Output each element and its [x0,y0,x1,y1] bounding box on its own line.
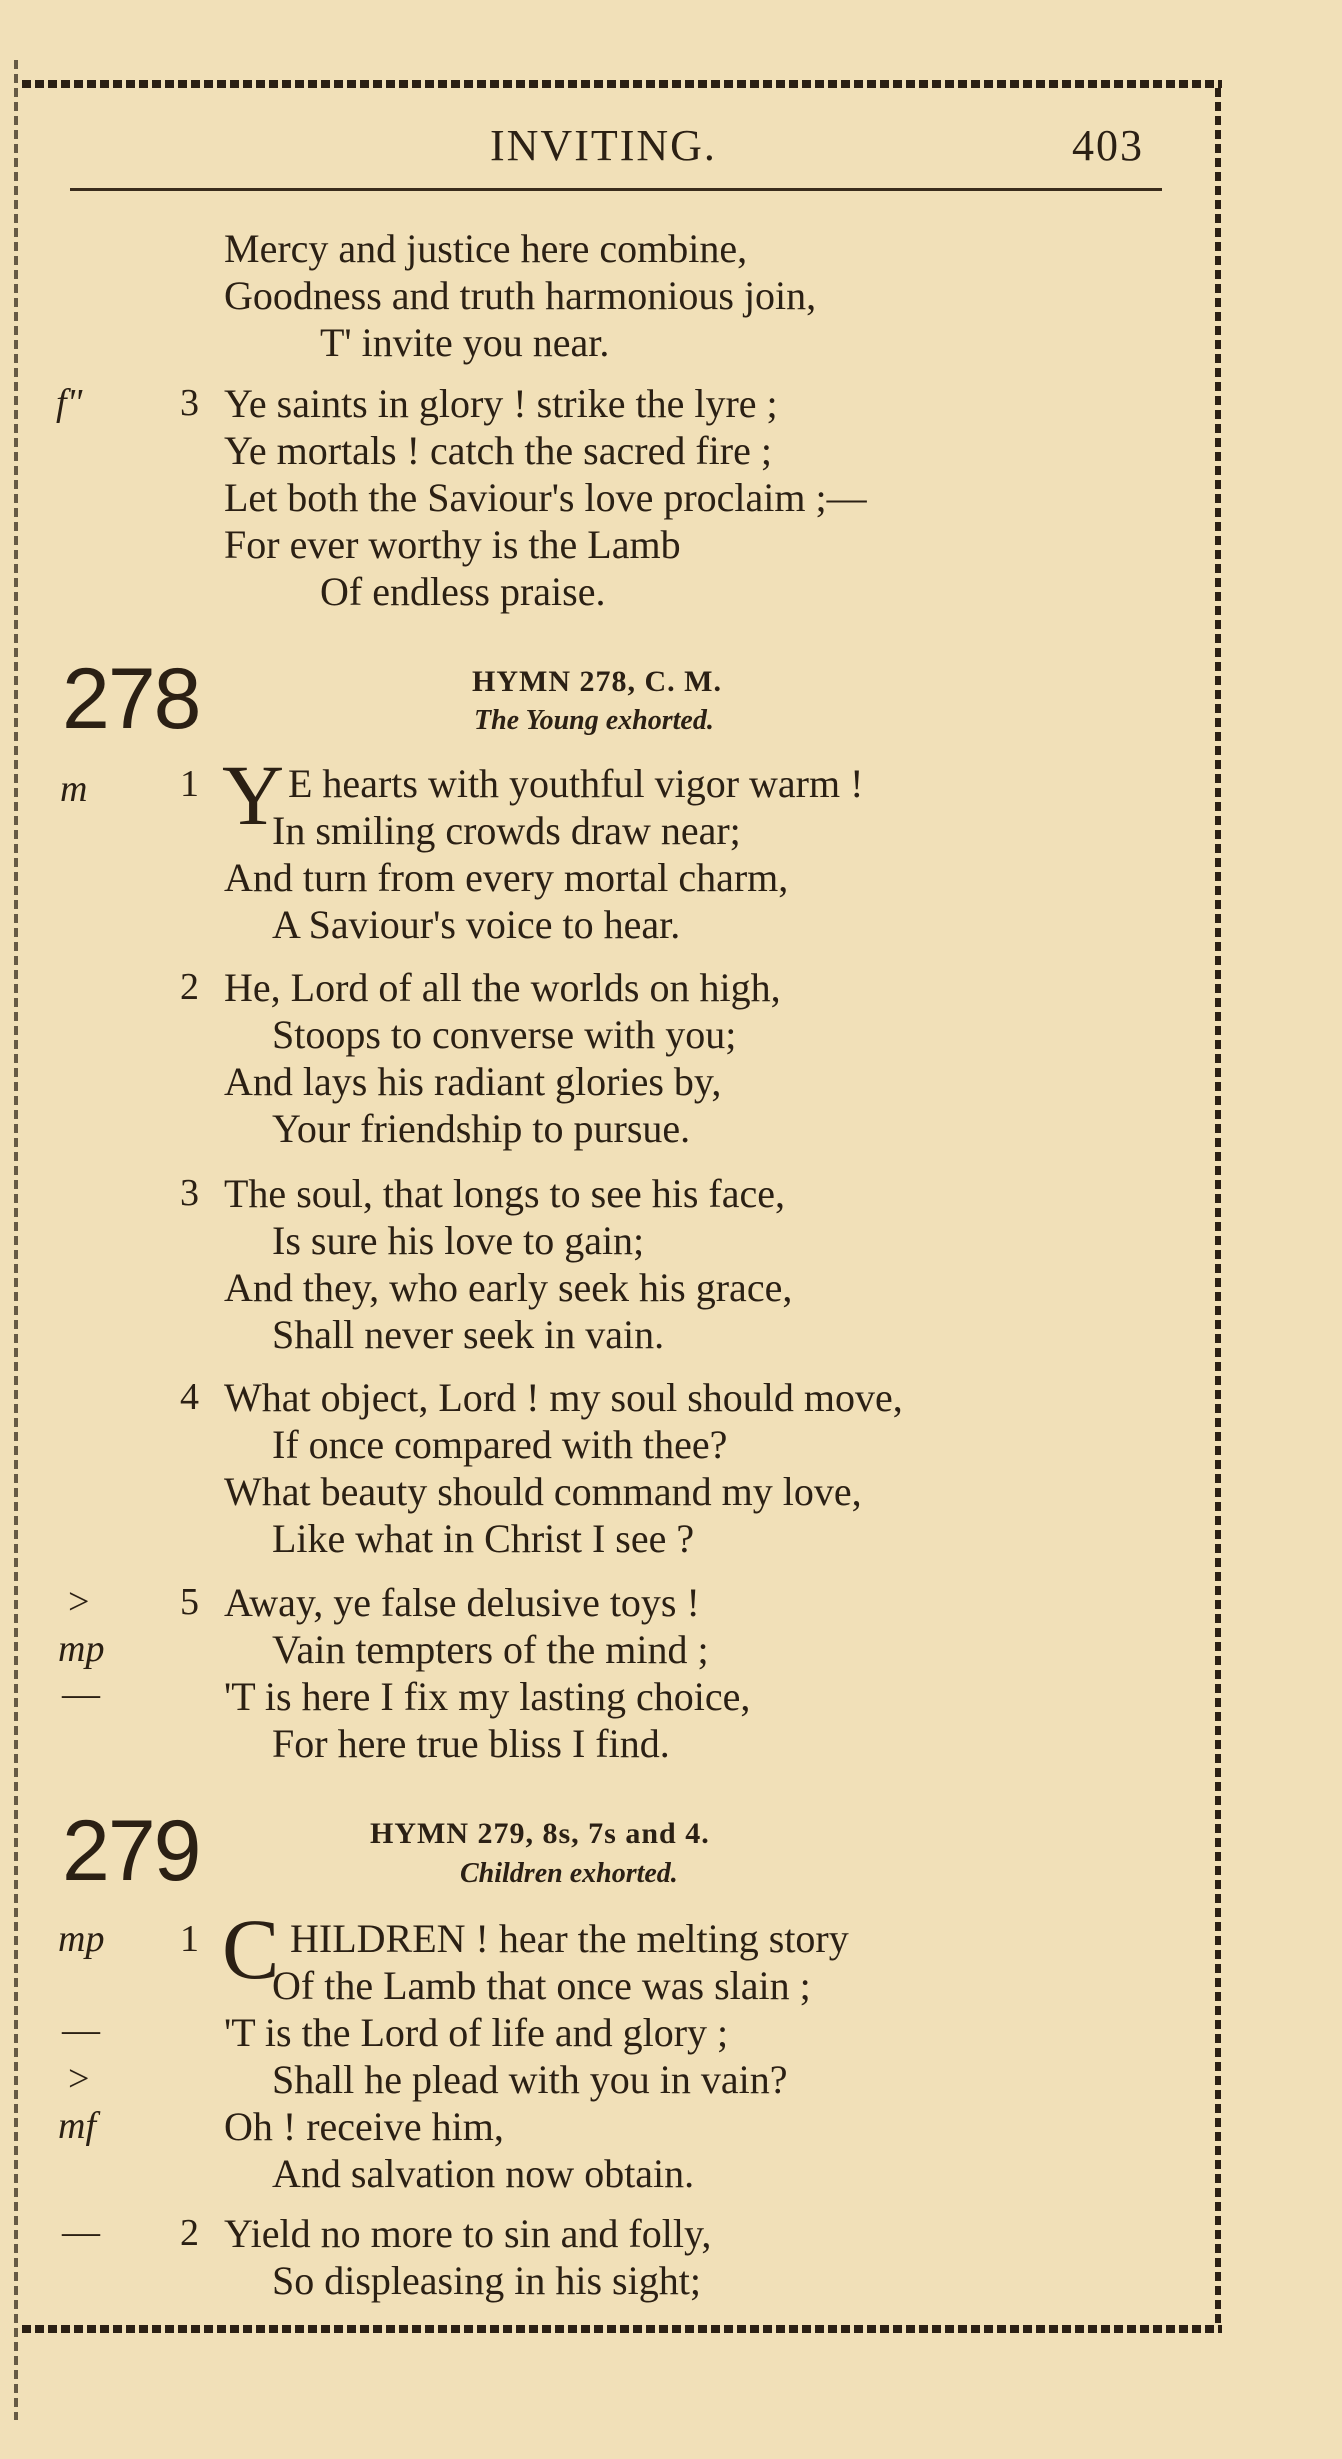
dynamic-marking: m [60,768,88,810]
left-margin-border [14,60,18,2420]
verse-line: Of endless praise. [320,569,606,614]
verse-line: Like what in Christ I see ? [272,1516,695,1561]
verse-line: And salvation now obtain. [272,2151,695,2196]
drop-cap: Y [222,747,285,843]
hymn-subtitle: Children exhorted. [460,1858,678,1889]
verse-line: T' invite you near. [320,320,610,365]
verse-line: HILDREN ! hear the melting story [290,1916,849,1961]
verse-line: For here true bliss I find. [272,1721,670,1766]
verse-line: Ye mortals ! catch the sacred fire ; [224,428,772,473]
verse-line: If once compared with thee? [272,1422,728,1467]
verse-line: What beauty should command my love, [224,1469,862,1514]
verse-line: Mercy and justice here combine, [224,226,748,271]
verse-line: And turn from every mortal charm, [224,855,789,900]
top-ornament-border [22,80,1222,88]
drop-cap: C [222,1901,280,1997]
verse-line: Away, ye false delusive toys ! [224,1580,700,1625]
verse-line: Let both the Saviour's love proclaim ;— [224,475,867,520]
right-ornament-border [1215,88,1221,2324]
verse-line: 'T is the Lord of life and glory ; [224,2010,729,2055]
verse-number: 2 [180,966,199,1008]
verse-line: E hearts with youthful vigor warm ! [288,761,864,806]
running-title: INVITING. [490,121,717,170]
verse-line: A Saviour's voice to hear. [272,902,681,947]
dynamic-marking: — [62,1673,100,1715]
verse-line: Your friendship to pursue. [272,1106,691,1151]
hymn-number: 279 [62,1803,200,1899]
dynamic-marking: mp [58,1628,105,1670]
hymn-number: 278 [62,651,200,747]
verse-line: In smiling crowds draw near; [272,808,741,853]
page-number: 403 [1072,121,1144,170]
dynamic-marking: > [68,2058,90,2100]
dynamic-marking: mp [58,1918,105,1960]
dynamic-marking: mf [58,2105,96,2147]
verse-line: What object, Lord ! my soul should move, [224,1375,903,1420]
verse-line: Oh ! receive him, [224,2104,504,2149]
verse-line: Stoops to converse with you; [272,1012,737,1057]
verse-line: Is sure his love to gain; [272,1218,645,1263]
verse-number: 4 [180,1376,199,1418]
hymn-subtitle: The Young exhorted. [474,705,714,736]
verse-line: Shall he plead with you in vain? [272,2057,788,2102]
verse-number: 3 [180,1172,199,1214]
verse-number: 3 [180,382,199,424]
header-rule [70,188,1162,191]
hymn-title: HYMN 279, 8s, 7s and 4. [370,1817,710,1850]
verse-number: 2 [180,2212,199,2254]
verse-line: Shall never seek in vain. [272,1312,665,1357]
verse-line: Ye saints in glory ! strike the lyre ; [224,381,778,426]
verse-line: And they, who early seek his grace, [224,1265,793,1310]
dynamic-marking: — [62,2009,100,2051]
verse-number: 1 [180,763,199,805]
verse-line: Yield no more to sin and folly, [224,2211,712,2256]
verse-number: 5 [180,1581,199,1623]
verse-line: So displeasing in his sight; [272,2258,701,2303]
verse-line: Goodness and truth harmonious join, [224,273,817,318]
verse-line: For ever worthy is the Lamb [224,522,681,567]
dynamic-marking: > [68,1581,90,1623]
verse-line: The soul, that longs to see his face, [224,1171,785,1216]
verse-line: 'T is here I fix my lasting choice, [224,1674,751,1719]
verse-line: Of the Lamb that once was slain ; [272,1963,811,2008]
dynamic-marking: — [62,2211,100,2253]
hymn-title: HYMN 278, C. M. [472,665,722,698]
verse-line: He, Lord of all the worlds on high, [224,965,781,1010]
verse-number: 1 [180,1918,199,1960]
verse-line: And lays his radiant glories by, [224,1059,722,1104]
dynamic-marking: f" [56,382,83,424]
bottom-ornament-border [22,2325,1222,2333]
verse-line: Vain tempters of the mind ; [272,1627,709,1672]
